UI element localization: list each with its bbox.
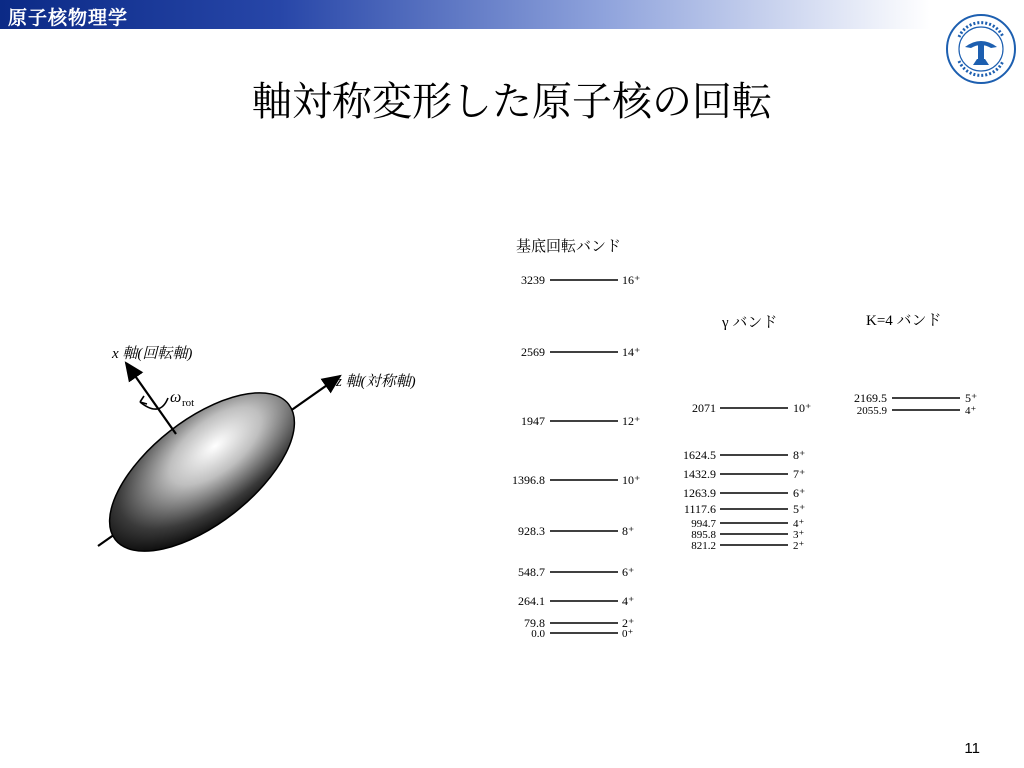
level-energy: 2569 [521,345,545,359]
k4-band [854,391,977,417]
level-energy: 821.2 [691,540,716,552]
level-spin: 12⁺ [622,414,641,428]
level-spin: 6⁺ [622,565,635,579]
header-bar [0,0,930,29]
ground-band-title: 基底回転バンド [516,239,622,255]
page-number: 11 [964,740,980,757]
level-spin: 5⁺ [793,502,806,516]
level-energy: 1432.9 [683,467,716,481]
level-energy: 994.7 [691,518,716,530]
slide-title: 軸対称変形した原子核の回転 [252,79,772,125]
level-spin: 10⁺ [622,473,641,487]
level-spin: 3⁺ [793,529,805,541]
level-spin: 2⁺ [622,616,635,630]
level-spin: 10⁺ [793,401,812,415]
level-energy: 2055.9 [856,405,887,417]
deformed-nucleus-figure [90,330,490,570]
level-energy: 1263.9 [683,486,716,500]
level-energy: 548.7 [518,565,545,579]
level-spin: 16⁺ [622,273,641,287]
level-spin: 8⁺ [793,448,806,462]
omega-symbol: ω [170,389,182,406]
level-energy: 1624.5 [683,448,716,462]
z-axis-label: z 軸(対称軸) [336,374,416,390]
level-spin: 8⁺ [622,524,635,538]
k4-band-title: K=4 バンド [866,313,942,329]
level-energy: 895.8 [691,529,716,541]
level-spin: 4⁺ [793,518,805,530]
level-spin: 5⁺ [965,391,978,405]
level-energy: 264.1 [518,594,545,608]
ground-band [512,273,640,640]
level-spin: 0⁺ [622,628,634,640]
level-scheme-diagram [480,225,1000,655]
level-energy: 2071 [692,401,716,415]
level-energy: 3239 [521,273,545,287]
level-spin: 14⁺ [622,345,641,359]
level-spin: 4⁺ [965,405,977,417]
level-energy: 79.8 [524,616,545,630]
omega-subscript: rot [182,397,195,409]
level-energy: 0.0 [531,628,545,640]
nucleus-ellipsoid [90,363,321,570]
level-energy: 1396.8 [512,473,545,487]
level-spin: 4⁺ [622,594,635,608]
gamma-band-title: γ バンド [722,315,778,331]
level-energy: 1947 [521,414,545,428]
level-energy: 1117.6 [683,502,716,516]
gamma-band [683,401,811,552]
level-spin: 6⁺ [793,486,806,500]
level-spin: 2⁺ [793,540,805,552]
level-spin: 7⁺ [793,467,806,481]
level-energy: 2169.5 [854,391,887,405]
x-axis-label: x 軸(回転軸) [112,346,193,362]
level-energy: 928.3 [518,524,545,538]
course-title: 原子核物理学 [8,7,129,29]
